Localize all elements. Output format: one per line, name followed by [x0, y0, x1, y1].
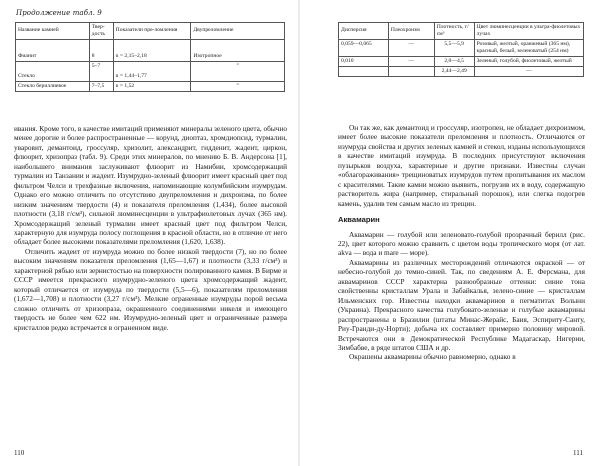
- table-cell: [388, 66, 434, 76]
- page-number: 110: [14, 449, 25, 457]
- table-cell: 0,010: [339, 56, 389, 66]
- table-cell: 2,0—4,5: [434, 56, 474, 66]
- table-cell: 7–7,5: [89, 81, 113, 91]
- table-cell: Фианит: [16, 39, 90, 61]
- table-cell: Розовый, желтый, оранжевый (365 нм), красный, белый, зеленоватый (254 нм): [474, 39, 583, 56]
- left-body-text: [14, 124, 287, 332]
- column-header: Дисперсия: [339, 23, 389, 40]
- paragraph: Отличить жадеит от изумруда можно по более низкой твердости (7), но по более высоким значениям показателя преломления (1,65—1,67) и плотности (3,33 г/см³) и характерной рябью или зернистостью на поверхности полированного камня. В Бирме и СССР имеется прекрасного изумрудно-зеленого цвета хромсодержащий жадеит, который отличается от изумруда по твердости (5,5—6), показателям преломления (1,672—1,708) и плотности (3,27 г/см³). Мелкие ограненные изумруды порой весьма сложно отличить от хризопраза, окрашенного соединениями никеля и имеющего твердость не более чем 622 нм. Изумрудно-зеленый цвет и ограниченные размера кристаллов редко встречается в ограненном виде.: [14, 246, 287, 332]
- section-heading: Аквамарин: [338, 215, 380, 225]
- table-cell: 5–7: [89, 61, 113, 81]
- right-page: [300, 0, 600, 466]
- table-cell: —: [388, 56, 434, 66]
- table-cell: —: [474, 66, 583, 76]
- column-header: Цвет люминесценции в ультра-фиолетовых лучах: [474, 23, 583, 40]
- table-cell: ”: [191, 81, 285, 91]
- table-cell: Изотропное: [191, 39, 285, 61]
- paragraph: Аквамарины из различных месторождений отличаются окраской — от небесно-голубой до темно-синей. Так, по сведениям А. Е. Ферсмана, для аквамаринов СССР характерна разнообразные оттенки: синие тона свойственны кристаллам Урала и Забайкалья, зелено-синие — кристаллам Ильменских гор. Известны находки аквамаринов в пегматитах Волыни (Украина). Прекрасного качества голубовато-зеленые и голубые аквамарины распространены в Бразилии (штаты Минас-Жерайс, Баия, Эспириту-Санту, Риу-Гранди-ду-Норти); добыча их составляет примерно половину мировой. Встречаются они в Демократической Республике Мадагаскар, Нигерии, Зимбабве, в ряде штатов США и др.: [338, 257, 585, 352]
- table-row: [339, 66, 584, 76]
- column-header: Двупреломление: [191, 23, 285, 40]
- table-header-row: [16, 23, 285, 40]
- table-cell: [339, 66, 389, 76]
- column-header: Показатели пре-ломления: [113, 23, 191, 40]
- table-cell: n = 1,44–1,77: [113, 61, 191, 81]
- paragraph: Аквамарин — голубой или зеленовато-голубой прозрачный берилл (рис. 22), цвет которого можно сравнить с цветом воды тропического моря (от лат. akva — вода и mare — море).: [338, 229, 585, 258]
- paragraph: Окрашены аквамарины обычно равномерно, однако в: [349, 352, 516, 362]
- page-number: 111: [573, 449, 583, 457]
- table-cell: 5,5—5,9: [434, 39, 474, 56]
- column-header: Твер-дость: [89, 23, 113, 40]
- table-cell: n = 2,15–2,18: [113, 39, 191, 61]
- table-row: [339, 39, 584, 56]
- table-row: [16, 39, 285, 61]
- table-cell: Зеленый, голубой, фиолетовый, желтый: [474, 56, 583, 66]
- paragraph: Он так же, как демантоид и гроссуляр, изотропен, не обладает дихроизмом, имеет более высокие показатели преломления и плотность. Отличаются от изумруда свойства и других зеленых камней и стекол, изданы использующихся в качестве имитаций изумруда. В последних присутствуют включения пузырьков воздуха, характерные и другие признаки. Известны случаи «облагораживания» трещиноватых изумрудов путем пропитывания их маслом с красителями. Такие камни можно выявить, погрузив их в воду, содержащую растворитель жира (например, стиральный порошок), или слегка подогрев камень, удалив тем самым масло из трещин.: [338, 123, 585, 208]
- table-row: [16, 61, 285, 81]
- table-cell: 0,059—0,065: [339, 39, 389, 56]
- table-cell: 2,44—2,49: [434, 66, 474, 76]
- paragraph: ивания. Кроме того, в качестве имитаций применяют минералы зеленого цвета, обычно менее дорогие и более распространенные — корунд, диоптаз, хромдиопсид, турмалин, уваровит, демантоид, гроссуляр, хризолит, александрит, гидденит, жадеит, циркон, флюорит, хризопраз (табл. 9). Среди этих минералов, по мнению Б. В. Андерсона [1], наибольшего внимания заслуживают флюорит из Намибии, хромсодержащий турмалин из Танзании и жадеит. Изумрудно-зеленый флюорит имеет красный цвет под фильтром Челси и трехфазные включения, напоминающие колумбийским изумрудам. Однако его можно отличить по отсутствию двупреломления и дихроизма, по более низким значениям твердости (4) и показателя преломления (1,434), более высокой плотности (3,18 г/см³), сильной люминесценции в ультрафиолетовых лучах (365 нм). Хромсодержащий зеленый турмалин имеет красный цвет под фильтром Челси, характерную для изумруда полосу поглощения в красной области, но в отличие от него обладает более высокими показателями преломления (1,620, 1,638).: [14, 124, 287, 247]
- table-cell: —: [388, 39, 434, 56]
- table-cell: Стекло бериллиевое: [16, 81, 90, 91]
- table-cell: 8: [89, 39, 113, 61]
- table-header-row: [339, 23, 584, 40]
- table-cell: n = 1,52: [113, 81, 191, 91]
- table-continuation-label: Продолжение табл. 9: [16, 9, 102, 17]
- table-row: [16, 81, 285, 91]
- table-row: [339, 56, 584, 66]
- column-header: Название камней: [16, 23, 90, 40]
- table-cell: ”: [191, 61, 285, 81]
- right-body-text: [338, 123, 585, 362]
- gem-table-left: [15, 22, 285, 92]
- column-header: Плотность, г/см³: [434, 23, 474, 40]
- table-cell: Стекло: [16, 61, 90, 81]
- gem-table-right: [338, 22, 584, 77]
- column-header: Плеохроизм: [388, 23, 434, 40]
